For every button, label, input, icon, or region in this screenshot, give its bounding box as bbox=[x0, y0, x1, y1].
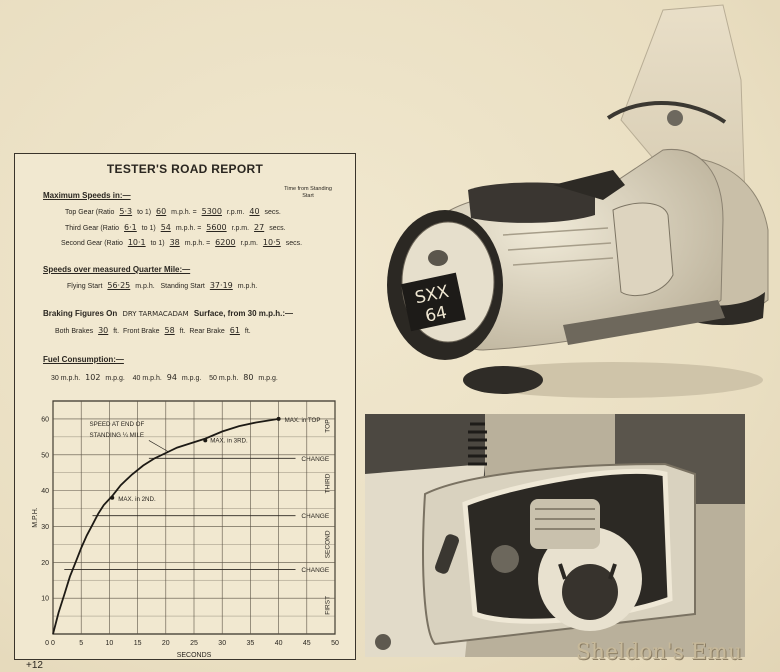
change-label: CHANGE bbox=[301, 455, 330, 463]
max-speeds-heading: Maximum Speeds in:— bbox=[43, 191, 131, 200]
x-tick-label: 0 bbox=[51, 640, 55, 647]
x-tick-label: 30 bbox=[218, 640, 227, 647]
road-report-panel bbox=[14, 153, 356, 660]
page-number: +12 bbox=[26, 660, 43, 671]
second-gear-row: Second Gear (Ratio 10·1 to 1) 38 m.p.h. = 6200 r.p.m. 10·5 secs. bbox=[61, 238, 303, 247]
watermark: Sheldon's Emu bbox=[575, 640, 742, 665]
chart-annotation: MAX. in 2ND. bbox=[118, 495, 156, 503]
x-tick-label: 40 bbox=[274, 640, 283, 647]
x-tick-label: 25 bbox=[190, 640, 198, 647]
braking-heading: Braking Figures On DRY TARMACADAM Surface, from 30 m.p.h.:— bbox=[43, 309, 294, 318]
third-gear-row: Third Gear (Ratio 6·1 to 1) 54 m.p.h. = 5600 r.p.m. 27 secs. bbox=[65, 223, 286, 232]
max-point bbox=[110, 496, 114, 500]
y-tick-label: 50 bbox=[41, 452, 49, 460]
plate-top-text: SXX bbox=[413, 281, 451, 309]
gear-label: TOP bbox=[324, 419, 332, 433]
acceleration-chart bbox=[15, 154, 357, 661]
x-tick-label: 35 bbox=[246, 640, 255, 647]
gear-label: SECOND bbox=[324, 530, 332, 559]
plate-bottom-text: 64 bbox=[423, 302, 449, 327]
engine-bay-photo bbox=[365, 414, 745, 657]
x-tick-label: 20 bbox=[161, 640, 170, 647]
chart-annotation: MAX. in 3RD. bbox=[210, 437, 248, 445]
scooter-photo bbox=[363, 0, 780, 405]
x-tick-label: 45 bbox=[302, 640, 311, 647]
gear-label: FIRST bbox=[324, 595, 332, 615]
y-tick-label: 60 bbox=[41, 416, 49, 424]
x-tick-label: 15 bbox=[133, 640, 142, 647]
x-tick-label: 5 bbox=[79, 640, 84, 647]
max-point bbox=[203, 438, 207, 442]
x-tick-label: 50 bbox=[331, 640, 339, 647]
y-tick-label: 20 bbox=[41, 559, 49, 567]
change-label: CHANGE bbox=[301, 566, 330, 574]
y-tick-label: 0 bbox=[45, 640, 49, 647]
gear-label: THIRD bbox=[324, 473, 332, 494]
max-point bbox=[277, 417, 281, 421]
chart-annotation: STANDING ¼ MILE bbox=[89, 431, 145, 439]
quarter-mile-heading: Speeds over measured Quarter Mile:— bbox=[43, 265, 191, 274]
chart-annotation: SPEED AT END OF bbox=[89, 421, 145, 429]
x-tick-label: 10 bbox=[105, 640, 114, 647]
fuel-heading: Fuel Consumption:— bbox=[43, 355, 124, 364]
y-axis-label: M.P.H. bbox=[32, 507, 39, 528]
fuel-row: 30 m.p.h. 102 m.p.g. 40 m.p.h. 94 m.p.g. 50 m.p.h. 80 m.p.g. bbox=[51, 373, 278, 382]
chart-annotation: MAX. in TOP bbox=[284, 416, 321, 424]
braking-row: Both Brakes 30 ft. Front Brake 58 ft. Rear Brake 61 ft. bbox=[55, 326, 251, 335]
top-gear-row: Top Gear (Ratio 5·3 to 1) 60 m.p.h. = 5300 r.p.m. 40 secs. bbox=[65, 207, 281, 216]
change-label: CHANGE bbox=[301, 513, 330, 521]
x-axis-label: SECONDS bbox=[176, 652, 212, 659]
y-tick-label: 10 bbox=[41, 595, 49, 603]
report-title: TESTER'S ROAD REPORT bbox=[106, 162, 264, 176]
quarter-mile-row: Flying Start 56·25 m.p.h. Standing Start 37·19 m.p.h. bbox=[67, 281, 258, 290]
y-tick-label: 40 bbox=[41, 488, 49, 496]
time-from-standing-header: Time from Standing Start bbox=[284, 186, 332, 199]
y-tick-label: 30 bbox=[41, 523, 49, 531]
